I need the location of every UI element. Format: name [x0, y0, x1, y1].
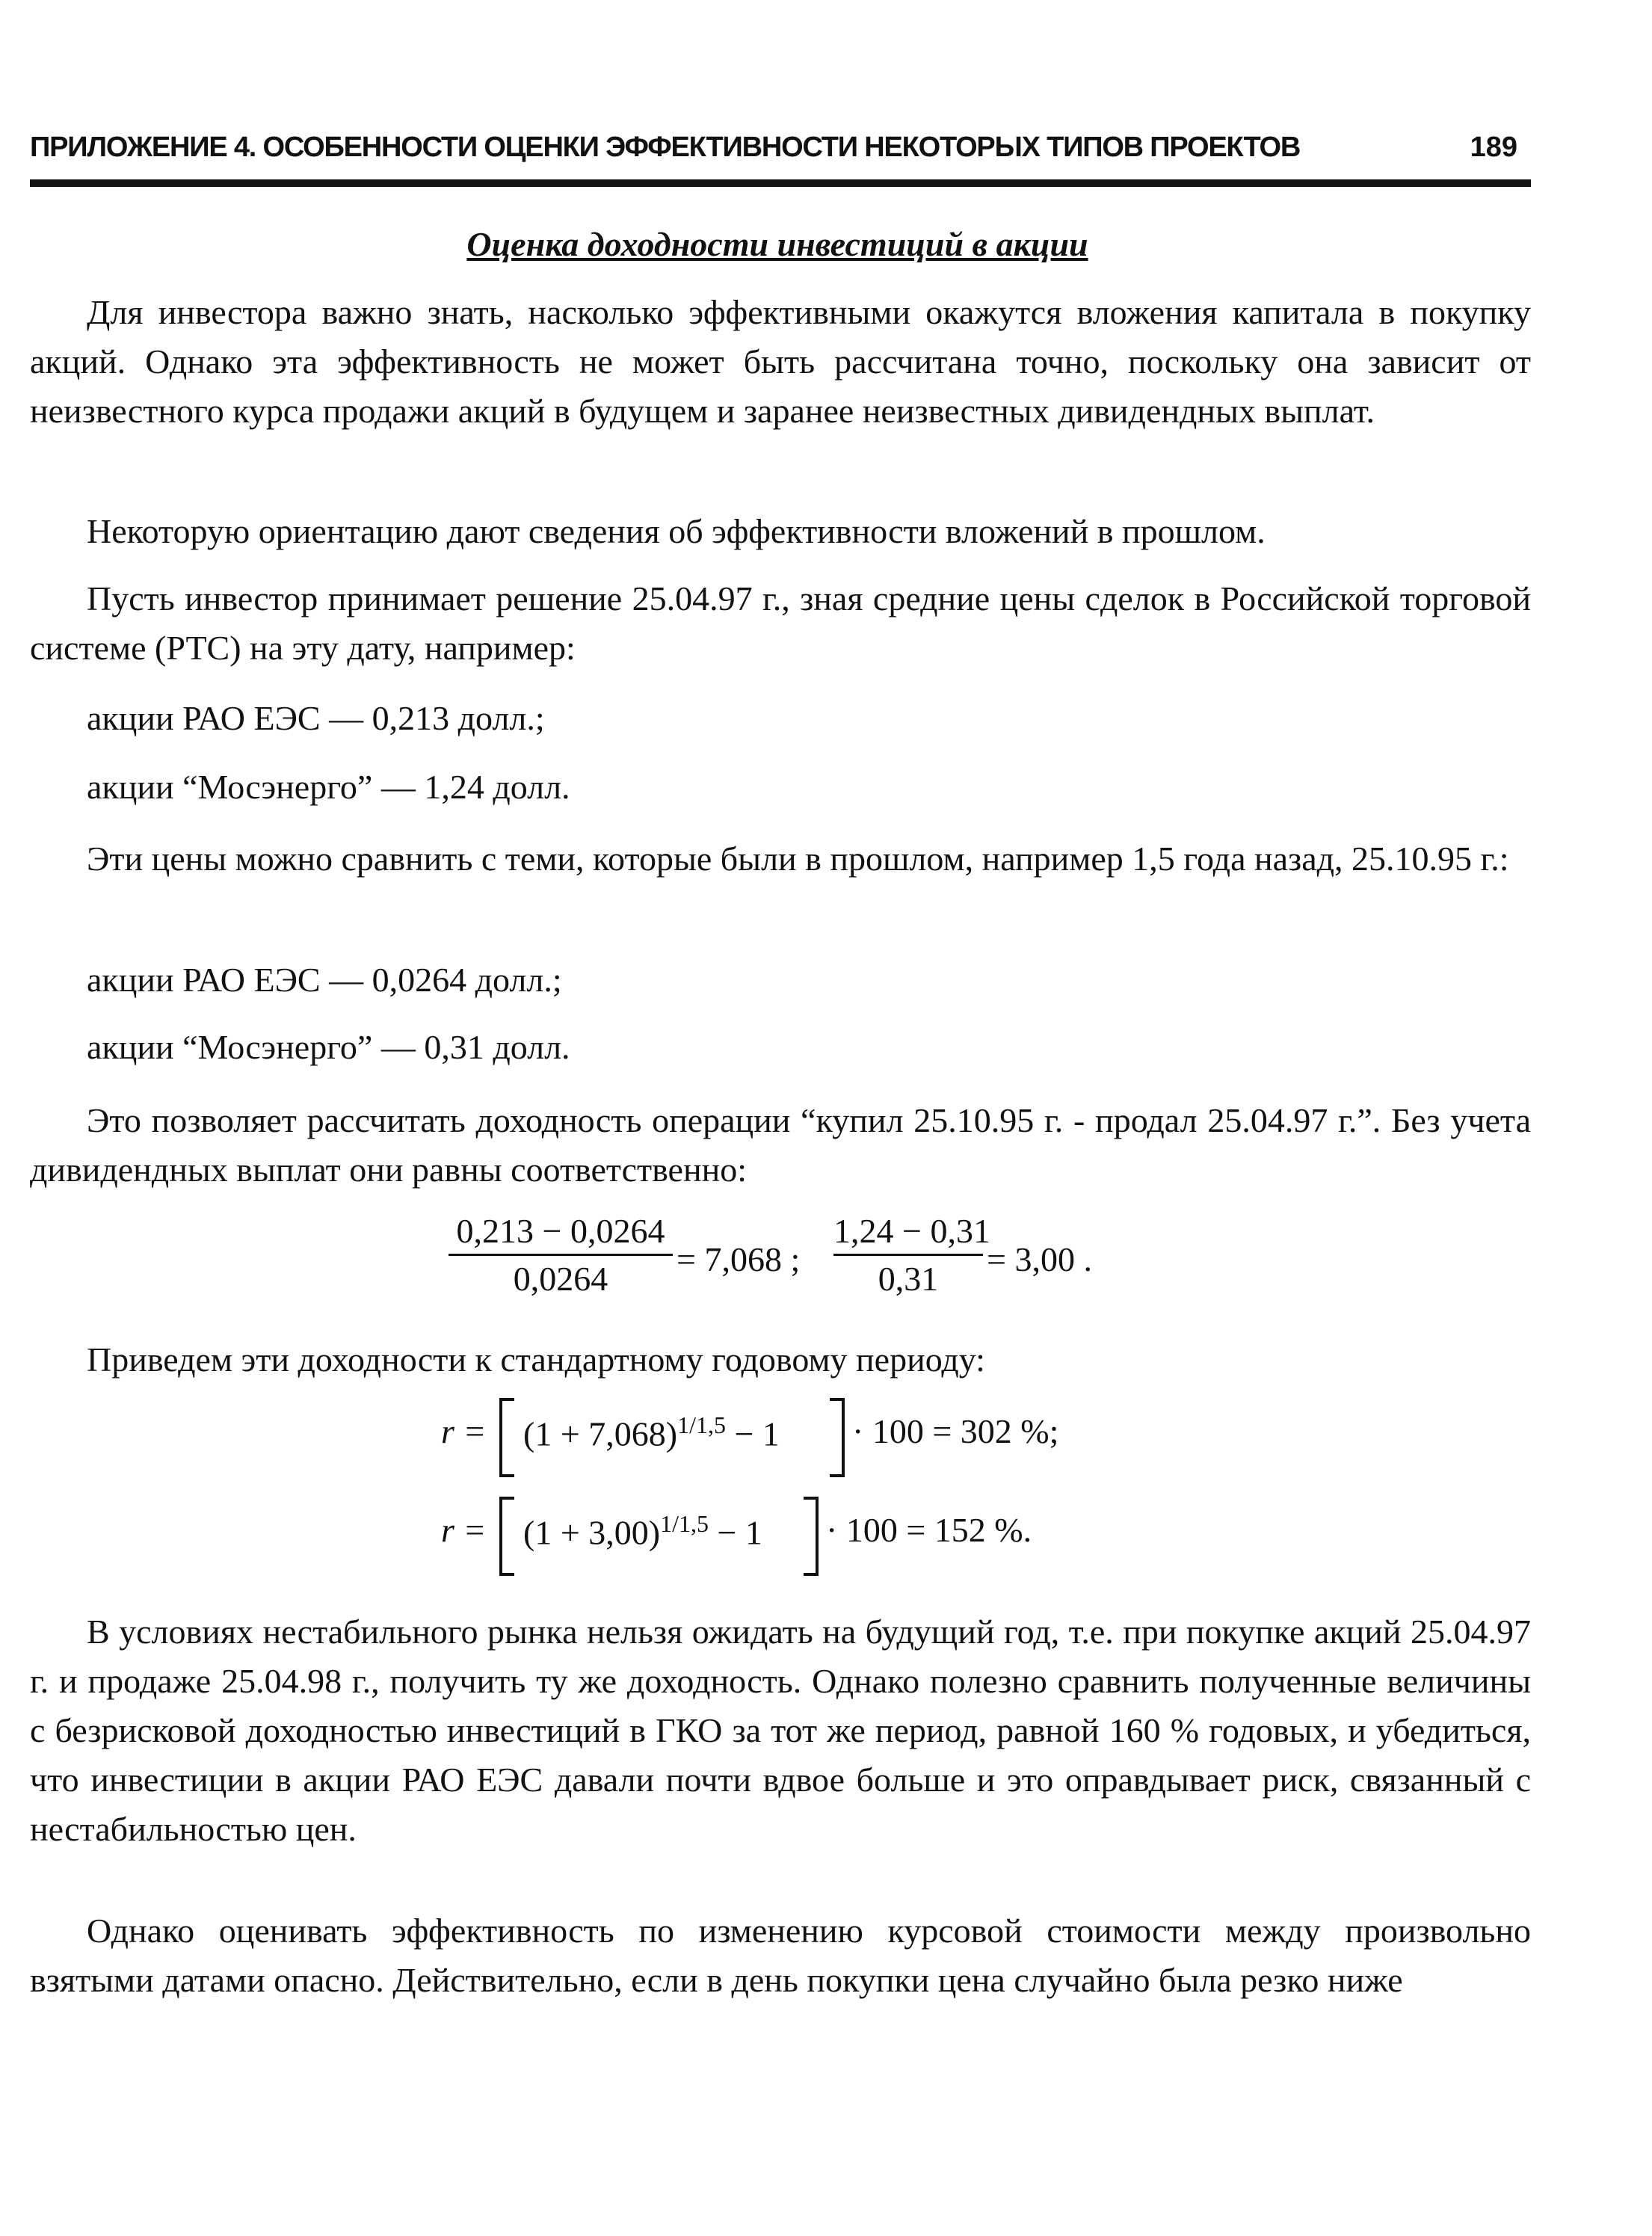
paragraph-4: Эти цены можно сравнить с теми, которые были в прошлом, например 1,5 года назад, 25.10.95 г.: — [87, 840, 1509, 878]
eq-2-lhs: r = — [441, 1511, 487, 1549]
header-title: ПРИЛОЖЕНИЕ 4. ОСОБЕННОСТИ ОЦЕНКИ ЭФФЕКТИВНОСТИ НЕКОТОРЫХ ТИПОВ ПРОЕКТОВ — [30, 132, 1301, 163]
paragraph-2: Некоторую ориентацию дают сведения об эффективности вложений в прошлом. — [87, 512, 1266, 550]
eq-1-left-bracket — [499, 1398, 514, 1477]
eq-2-right-bracket — [804, 1497, 819, 1576]
fraction-2-denominator: 0,31 — [878, 1260, 939, 1298]
fraction-1 — [449, 1211, 673, 1299]
eq-2-exponent: 1/1,5 — [660, 1510, 709, 1537]
paragraph-7: В условиях нестабильного рынка нельзя ожидать на будущий год, т.е. при покупке акций 25.04.97 г. и продаже 25.04.98 г., получить ту же доходность. Однако полезно сравнить полученные величины с безрисковой доходностью инвестиций в ГКО за тот же период, равной 160 % годовых, и убедиться, что инвестиции в акции РАО ЕЭС давали почти вдвое больше и это оправдывает риск, связанный с нестабильностью цен. — [30, 1613, 1531, 1848]
fraction-2-numerator: 1,24 − 0,31 — [833, 1212, 990, 1250]
eq-1-exponent: 1/1,5 — [677, 1411, 726, 1438]
price-item-1: акции РАО ЕЭС — 0,213 долл.; — [87, 699, 545, 737]
paragraph-3: Пусть инвестор принимает решение 25.04.97 г., зная средние цены сделок в Российской торговой системе (РТС) на эту дату, например: — [30, 579, 1531, 667]
fraction-2-result: = 3,00 . — [987, 1240, 1092, 1278]
fraction-1-bar — [449, 1254, 673, 1256]
fraction-2 — [833, 1211, 990, 1299]
paragraph-5: Это позволяет рассчитать доходность операции “купил 25.10.95 г. - продал 25.04.97 г.”. Без учета дивидендных выплат они равны соответственно: — [30, 1101, 1531, 1189]
running-header — [30, 127, 1531, 172]
price-item-3: акции РАО ЕЭС — 0,0264 долл.; — [87, 961, 562, 999]
annual-return-eq-2 — [441, 1510, 486, 1550]
section-title: Оценка доходности инвестиций в акции — [466, 225, 1088, 263]
eq-2-minus-one: − 1 — [717, 1513, 762, 1552]
price-item-4: акции “Мосэнерго” — 0,31 долл. — [87, 1028, 570, 1066]
header-rule — [30, 179, 1531, 187]
paragraph-8: Однако оценивать эффективность по изменению курсовой стоимости между произвольно взятыми датами опасно. Действительно, если в день покупки цена случайно была резко ниже — [30, 1912, 1531, 1999]
annual-return-eq-1 — [441, 1411, 486, 1451]
price-item-2: акции “Мосэнерго” — 1,24 долл. — [87, 768, 570, 806]
eq-1-rhs: · 100 = 302 %; — [852, 1412, 1059, 1450]
eq-1-minus-one: − 1 — [734, 1414, 780, 1453]
eq-1-lhs: r = — [441, 1412, 487, 1450]
eq-2-inner: (1 + 3,00) — [523, 1513, 661, 1552]
eq-1-inner: (1 + 7,068) — [523, 1414, 678, 1453]
eq-2-rhs: · 100 = 152 %. — [826, 1511, 1032, 1549]
paragraph-6: Приведем эти доходности к стандартному годовому периоду: — [87, 1340, 985, 1379]
eq-1-body — [523, 1411, 780, 1453]
eq-2-left-bracket — [499, 1497, 514, 1576]
fraction-1-numerator: 0,213 − 0,0264 — [456, 1212, 665, 1250]
fraction-1-denominator: 0,0264 — [513, 1260, 608, 1298]
fraction-2-bar — [833, 1254, 983, 1256]
fraction-1-result: = 7,068 ; — [676, 1240, 801, 1278]
eq-1-right-bracket — [830, 1398, 845, 1477]
paragraph-1: Для инвестора важно знать, насколько эффективными окажутся вложения капитала в покупку акций. Однако эта эффективность не может быть рассчитана точно, поскольку она зависит от неизвестного курса продажи акций в будущем и заранее неизвестных дивидендных выплат. — [30, 293, 1531, 430]
page-number: 189 — [1470, 132, 1517, 163]
eq-2-body — [523, 1510, 762, 1552]
